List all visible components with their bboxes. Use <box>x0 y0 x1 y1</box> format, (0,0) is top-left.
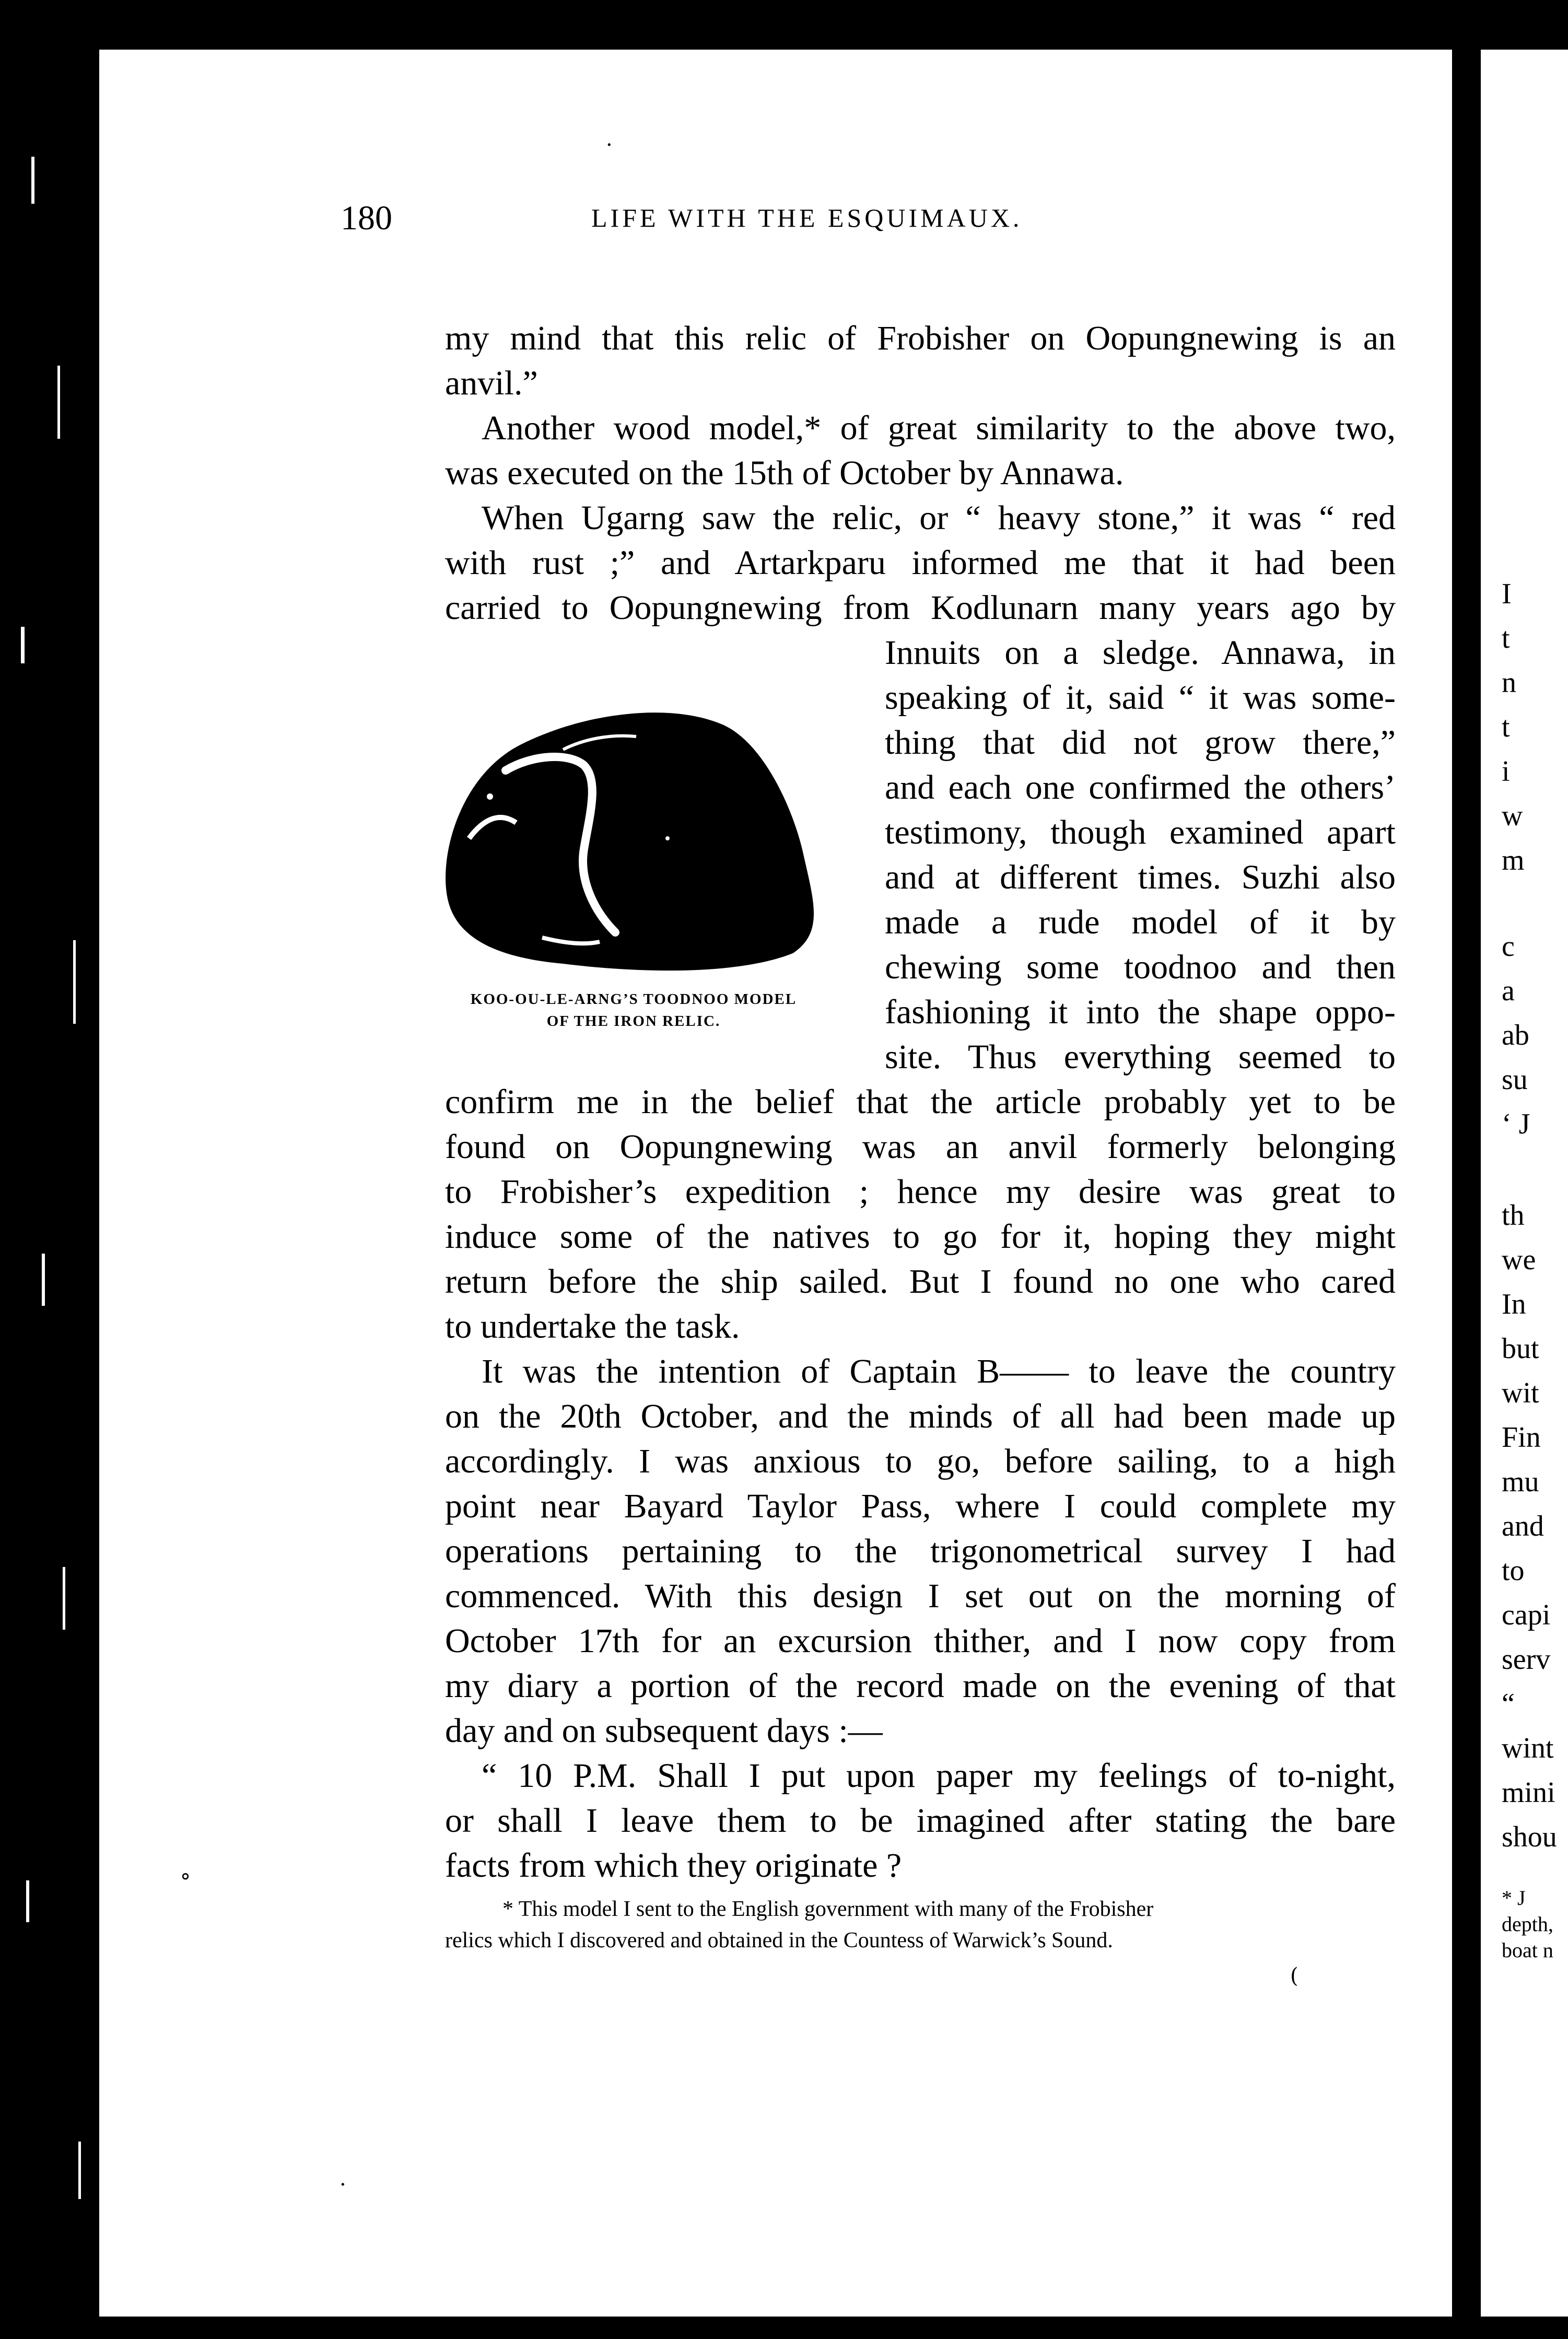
text-line: carried to Oopungnewing from Kodlunarn many years ago by <box>445 589 1396 627</box>
adjacent-fragment: ‘ J <box>1502 1108 1530 1140</box>
adjacent-fragment: mu <box>1502 1466 1539 1498</box>
adjacent-fragment: depth, <box>1502 1912 1553 1936</box>
adjacent-fragment: serv <box>1502 1643 1551 1676</box>
running-head <box>341 198 1396 251</box>
text-line: was executed on the 15th of October by Annawa. <box>445 454 1124 492</box>
text-line: operations pertaining to the trigonometrical survey I had <box>445 1532 1396 1570</box>
adjacent-fragment: to <box>1502 1554 1525 1587</box>
text-line: Another wood model,* of great similarity to the above two, <box>482 409 1396 447</box>
text-line: When Ugarng saw the relic, or “ heavy stone,” it was “ red <box>482 499 1396 537</box>
relic-model-illustration <box>427 682 866 990</box>
footnote-line: * This model I sent to the English government with many of the Frobisher <box>502 1897 1154 1921</box>
text-line: speaking of it, said “ it was some- <box>885 679 1396 717</box>
adjacent-fragment: w <box>1502 800 1523 832</box>
text-line: site. Thus everything seemed to <box>885 1038 1396 1076</box>
text-line: and each one confirmed the others’ <box>885 768 1396 806</box>
adjacent-fragment: i <box>1502 755 1510 788</box>
text-line: point near Bayard Taylor Pass, where I could complete my <box>445 1487 1396 1525</box>
adjacent-fragment: a <box>1502 975 1515 1007</box>
text-line: my diary a portion of the record made on the evening of that <box>445 1667 1396 1705</box>
text-line: found on Oopungnewing was an anvil formerly belonging <box>445 1128 1396 1166</box>
text-line: anvil.” <box>445 364 538 402</box>
adjacent-fragment: and <box>1502 1510 1544 1542</box>
text-line: thing that did not grow there,” <box>885 723 1396 762</box>
relic-model-figure <box>427 682 866 1037</box>
scan-binding-edge <box>0 0 99 2339</box>
ink-speck: · <box>340 2173 346 2197</box>
adjacent-fragment: mini <box>1502 1776 1555 1809</box>
adjacent-fragment: shou <box>1502 1821 1557 1853</box>
text-line: fashioning it into the shape oppo- <box>885 993 1396 1031</box>
adjacent-fragment: In <box>1502 1288 1526 1320</box>
adjacent-fragment: c <box>1502 930 1515 963</box>
text-line: testimony, though examined apart <box>885 813 1396 851</box>
text-line: and at different times. Suzhi also <box>885 858 1396 896</box>
ink-speck: ° <box>180 1870 191 1894</box>
text-line: to Frobisher’s expedition ; hence my desire was great to <box>445 1173 1396 1211</box>
text-line: facts from which they originate ? <box>445 1846 902 1885</box>
adjacent-fragment: Fin <box>1502 1421 1541 1454</box>
page-number: 180 <box>341 199 392 237</box>
text-line: October 17th for an excursion thither, and I now copy from <box>445 1622 1396 1660</box>
adjacent-fragment: boat n <box>1502 1938 1553 1962</box>
text-line: accordingly. I was anxious to go, before sailing, to a high <box>445 1442 1396 1480</box>
adjacent-fragment: n <box>1502 666 1516 699</box>
adjacent-fragment: we <box>1502 1244 1536 1276</box>
running-title: LIFE WITH THE ESQUIMAUX. <box>591 203 1023 232</box>
ink-speck: ( <box>1290 1964 1298 1988</box>
text-line: induce some of the natives to go for it, hoping they might <box>445 1218 1396 1256</box>
text-line: return before the ship sailed. But I found no one who cared <box>445 1262 1396 1301</box>
adjacent-fragment: capi <box>1502 1599 1551 1631</box>
adjacent-fragment: “ <box>1502 1688 1515 1720</box>
text-line: chewing some toodnoo and then <box>885 948 1396 986</box>
text-line: commenced. With this design I set out on the morning of <box>445 1577 1396 1615</box>
text-line: my mind that this relic of Frobisher on Oopungnewing is an <box>445 319 1396 357</box>
adjacent-fragment: su <box>1502 1063 1528 1096</box>
figure-caption: KOO-OU-LE-ARNG’S TOODNOO MODEL <box>470 991 797 1008</box>
adjacent-fragment: m <box>1502 844 1525 876</box>
adjacent-fragment: t <box>1502 711 1510 743</box>
text-line: Innuits on a sledge. Annawa, in <box>885 634 1396 672</box>
adjacent-fragment: * J <box>1502 1886 1526 1910</box>
adjacent-fragment: wint <box>1502 1732 1554 1764</box>
adjacent-fragment: th <box>1502 1199 1525 1232</box>
ink-speck: · <box>606 133 613 157</box>
text-line: on the 20th October, and the minds of all had been made up <box>445 1397 1396 1435</box>
text-line: to undertake the task. <box>445 1307 740 1346</box>
text-line: made a rude model of it by <box>885 903 1396 941</box>
adjacent-fragment: I <box>1502 578 1512 610</box>
adjacent-fragment: but <box>1502 1332 1539 1365</box>
text-line: with rust ;” and Artarkparu informed me that it had been <box>445 544 1396 582</box>
adjacent-fragment: ab <box>1502 1019 1529 1051</box>
text-line: “ 10 P.M. Shall I put upon paper my feelings of to-night, <box>482 1757 1396 1795</box>
adjacent-page-edge <box>1481 50 1568 2317</box>
text-line: It was the intention of Captain B—— to leave the country <box>482 1352 1396 1390</box>
text-line: day and on subsequent days :— <box>445 1712 883 1750</box>
text-line: or shall I leave them to be imagined after stating the bare <box>445 1802 1396 1840</box>
footnote-line: relics which I discovered and obtained in the Countess of Warwick’s Sound. <box>445 1928 1113 1952</box>
text-line: confirm me in the belief that the article probably yet to be <box>445 1083 1396 1121</box>
adjacent-fragment: t <box>1502 622 1510 654</box>
figure-caption: OF THE IRON RELIC. <box>546 1013 721 1030</box>
adjacent-fragment: wit <box>1502 1377 1539 1409</box>
